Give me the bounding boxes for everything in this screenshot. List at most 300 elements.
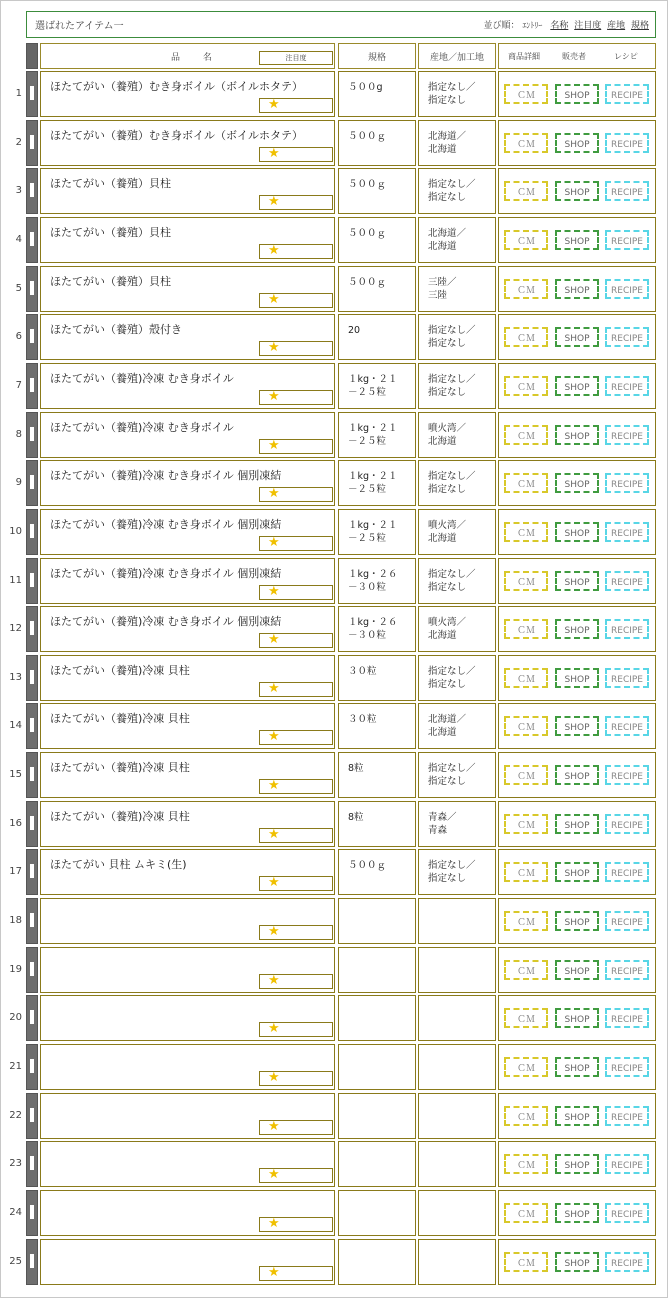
cm-button[interactable]: ＣＭ [504, 1106, 548, 1126]
item-name-cell [40, 558, 335, 604]
row-number: 10 [9, 526, 22, 537]
attention-rating[interactable] [259, 244, 333, 259]
item-spec-cell [338, 1044, 416, 1090]
item-actions-cell [498, 606, 656, 652]
item-name-cell [40, 995, 335, 1041]
row-marker[interactable] [26, 1044, 38, 1090]
item-actions-cell [498, 801, 656, 847]
item-actions-cell [498, 1190, 656, 1236]
row-number: 14 [9, 720, 22, 731]
row-number: 8 [15, 429, 22, 440]
recipe-button[interactable]: RECIPE [605, 425, 649, 445]
star-icon: ★ [268, 146, 280, 161]
item-name-cell [40, 947, 335, 993]
item-origin-cell [418, 703, 496, 749]
item-spec-cell [338, 606, 416, 652]
item-name[interactable]: ほたてがい 貝柱 ムキミ(生) [50, 858, 187, 871]
shop-button[interactable]: SHOP [555, 84, 599, 104]
star-icon: ★ [268, 438, 280, 453]
row-number: 20 [9, 1012, 22, 1023]
row-marker-icon [30, 864, 34, 878]
row-marker-icon [30, 524, 34, 538]
row-marker[interactable] [26, 266, 38, 312]
row-marker-icon [30, 329, 34, 343]
item-origin-cell [418, 801, 496, 847]
star-icon: ★ [268, 1119, 280, 1134]
shop-button[interactable]: SHOP [555, 1008, 599, 1028]
item-spec-cell [338, 412, 416, 458]
recipe-button[interactable]: RECIPE [605, 1106, 649, 1126]
shop-button[interactable]: SHOP [555, 181, 599, 201]
recipe-button[interactable]: RECIPE [605, 765, 649, 785]
item-actions-cell [498, 849, 656, 895]
item-spec: １kg・２１ －２５粒 [348, 374, 398, 398]
shop-button[interactable]: SHOP [555, 1057, 599, 1077]
attention-rating[interactable] [259, 1266, 333, 1281]
item-name[interactable]: ほたてがい（養殖)冷凍 むき身ボイル 個別凍結 [50, 469, 282, 482]
row-marker[interactable] [26, 412, 38, 458]
row-marker[interactable] [26, 703, 38, 749]
item-spec-cell [338, 120, 416, 166]
row-marker-icon [30, 718, 34, 732]
star-icon: ★ [268, 535, 280, 550]
item-origin-cell [418, 849, 496, 895]
row-number: 1 [15, 88, 22, 99]
item-name[interactable]: ほたてがい（養殖）貝柱 [50, 275, 171, 288]
star-icon: ★ [268, 243, 280, 258]
row-marker-icon [30, 1205, 34, 1219]
item-actions-cell [498, 752, 656, 798]
row-marker-icon [30, 670, 34, 684]
sort-by-name-link[interactable]: 名称 [550, 21, 569, 31]
column-header-attention[interactable]: 注目度 [259, 51, 333, 65]
row-marker[interactable] [26, 217, 38, 263]
attention-rating[interactable] [259, 779, 333, 794]
row-marker[interactable] [26, 898, 38, 944]
item-name[interactable]: ほたてがい（養殖）むき身ボイル（ボイルホタテ） [50, 80, 303, 93]
item-origin-cell [418, 217, 496, 263]
cm-button[interactable]: ＣＭ [504, 1057, 548, 1077]
attention-rating[interactable] [259, 1071, 333, 1086]
row-marker[interactable] [26, 314, 38, 360]
row-marker[interactable] [26, 460, 38, 506]
item-origin-cell [418, 71, 496, 117]
star-icon: ★ [268, 1216, 280, 1231]
star-icon: ★ [268, 389, 280, 404]
attention-rating[interactable] [259, 876, 333, 891]
shop-button[interactable]: SHOP [555, 862, 599, 882]
cm-button[interactable]: ＣＭ [504, 133, 548, 153]
column-header-name-label: 品 名 [171, 53, 222, 63]
cm-button[interactable]: ＣＭ [504, 765, 548, 785]
item-name[interactable]: ほたてがい（養殖)冷凍 貝柱 [50, 761, 190, 774]
item-origin: 北海道／ 北海道 [428, 714, 467, 738]
table-row [0, 947, 668, 991]
recipe-button[interactable]: RECIPE [605, 862, 649, 882]
item-origin-cell [418, 1141, 496, 1187]
item-origin: 青森／ 青森 [428, 812, 457, 836]
column-header-actions [498, 43, 656, 69]
item-spec: １kg・２１ －２５粒 [348, 423, 398, 447]
item-origin-cell [418, 898, 496, 944]
shop-button[interactable]: SHOP [555, 1154, 599, 1174]
item-origin: 指定なし／ 指定なし [428, 666, 476, 690]
item-spec: ５００ｇ [348, 131, 387, 142]
row-marker-icon [30, 427, 34, 441]
cm-button[interactable]: ＣＭ [504, 668, 548, 688]
cm-button[interactable]: ＣＭ [504, 716, 548, 736]
item-origin: 北海道／ 北海道 [428, 131, 467, 155]
attention-rating[interactable] [259, 682, 333, 697]
table-row [0, 1239, 668, 1283]
row-marker-icon [30, 1156, 34, 1170]
shop-button[interactable]: SHOP [555, 911, 599, 931]
attention-rating[interactable] [259, 1217, 333, 1232]
item-actions-cell [498, 412, 656, 458]
item-origin-cell [418, 314, 496, 360]
row-marker-icon [30, 573, 34, 587]
cm-button[interactable]: ＣＭ [504, 522, 548, 542]
item-actions-cell [498, 120, 656, 166]
cm-button[interactable]: ＣＭ [504, 1008, 548, 1028]
star-icon: ★ [268, 924, 280, 939]
row-number: 17 [9, 866, 22, 877]
row-marker[interactable] [26, 1093, 38, 1139]
item-spec-cell [338, 168, 416, 214]
recipe-button[interactable]: RECIPE [605, 814, 649, 834]
item-name[interactable]: ほたてがい（養殖)冷凍 貝柱 [50, 712, 190, 725]
item-spec-cell [338, 849, 416, 895]
row-marker-icon [30, 621, 34, 635]
attention-rating[interactable] [259, 585, 333, 600]
attention-rating[interactable] [259, 147, 333, 162]
row-marker[interactable] [26, 1190, 38, 1236]
shop-button[interactable]: SHOP [555, 571, 599, 591]
item-name-cell [40, 71, 335, 117]
row-number: 2 [15, 137, 22, 148]
item-actions-cell [498, 1044, 656, 1090]
item-name-cell [40, 1141, 335, 1187]
row-marker-icon [30, 378, 34, 392]
item-origin: 指定なし／ 指定なし [428, 325, 476, 349]
row-number: 19 [9, 964, 22, 975]
item-name[interactable]: ほたてがい（養殖）貝柱 [50, 177, 171, 190]
item-actions-cell [498, 509, 656, 555]
item-spec-cell [338, 266, 416, 312]
recipe-button[interactable]: RECIPE [605, 473, 649, 493]
row-marker[interactable] [26, 1141, 38, 1187]
table-row [0, 703, 668, 747]
star-icon: ★ [268, 292, 280, 307]
item-origin-cell [418, 1093, 496, 1139]
star-icon: ★ [268, 1070, 280, 1085]
item-spec-cell [338, 801, 416, 847]
row-marker-icon [30, 816, 34, 830]
attention-rating[interactable] [259, 1120, 333, 1135]
item-origin-cell [418, 266, 496, 312]
recipe-button[interactable]: RECIPE [605, 376, 649, 396]
item-actions-cell [498, 1141, 656, 1187]
item-origin-cell [418, 168, 496, 214]
item-spec-cell [338, 898, 416, 944]
shop-button[interactable]: SHOP [555, 425, 599, 445]
row-number: 9 [15, 477, 22, 488]
column-header-spec-label: 規格 [367, 53, 386, 63]
star-icon: ★ [268, 875, 280, 890]
recipe-button[interactable]: RECIPE [605, 1154, 649, 1174]
row-number: 22 [9, 1110, 22, 1121]
recipe-button[interactable]: RECIPE [605, 133, 649, 153]
shop-button[interactable]: SHOP [555, 960, 599, 980]
item-name[interactable]: ほたてがい（養殖)冷凍 むき身ボイル 個別凍結 [50, 567, 282, 580]
recipe-button[interactable]: RECIPE [605, 668, 649, 688]
star-icon: ★ [268, 778, 280, 793]
row-marker[interactable] [26, 558, 38, 604]
row-marker[interactable] [26, 71, 38, 117]
attention-rating[interactable] [259, 341, 333, 356]
star-icon: ★ [268, 340, 280, 355]
recipe-button[interactable]: RECIPE [605, 1057, 649, 1077]
row-number: 15 [9, 769, 22, 780]
item-spec: 20 [348, 325, 361, 336]
column-header-spec [338, 43, 416, 69]
item-actions-cell [498, 1239, 656, 1285]
row-marker[interactable] [26, 1239, 38, 1285]
table-row [0, 801, 668, 845]
cm-button[interactable]: ＣＭ [504, 425, 548, 445]
row-marker[interactable] [26, 363, 38, 409]
table-row [0, 266, 668, 310]
row-marker[interactable] [26, 606, 38, 652]
row-marker-icon [30, 1010, 34, 1024]
item-spec-cell [338, 752, 416, 798]
item-name[interactable]: ほたてがい（養殖）殻付き [50, 323, 182, 336]
shop-button[interactable]: SHOP [555, 814, 599, 834]
row-marker[interactable] [26, 801, 38, 847]
attention-rating[interactable] [259, 1022, 333, 1037]
item-spec: １kg・２６ －３０粒 [348, 569, 398, 593]
item-origin: 北海道／ 北海道 [428, 228, 467, 252]
cm-button[interactable]: ＣＭ [504, 862, 548, 882]
item-origin: 指定なし／ 指定なし [428, 860, 476, 884]
row-marker[interactable] [26, 995, 38, 1041]
shop-button[interactable]: SHOP [555, 619, 599, 639]
cm-button[interactable]: ＣＭ [504, 473, 548, 493]
row-marker[interactable] [26, 947, 38, 993]
sort-by-spec-link[interactable]: 規格 [630, 21, 649, 31]
row-marker-icon [30, 86, 34, 100]
attention-rating[interactable] [259, 390, 333, 405]
recipe-button[interactable]: RECIPE [605, 1203, 649, 1223]
star-icon: ★ [268, 1167, 280, 1182]
shop-button[interactable]: SHOP [555, 522, 599, 542]
item-name-cell [40, 801, 335, 847]
item-spec: ５００ｇ [348, 860, 387, 871]
item-name-cell [40, 1190, 335, 1236]
shop-button[interactable]: SHOP [555, 765, 599, 785]
row-number: 23 [9, 1158, 22, 1169]
item-name[interactable]: ほたてがい（養殖）貝柱 [50, 226, 171, 239]
item-actions-cell [498, 168, 656, 214]
recipe-button[interactable]: RECIPE [605, 619, 649, 639]
recipe-button[interactable]: RECIPE [605, 1252, 649, 1272]
item-name-cell [40, 1044, 335, 1090]
item-name[interactable]: ほたてがい（養殖)冷凍 むき身ボイル 個別凍結 [50, 518, 282, 531]
table-row [0, 849, 668, 893]
shop-button[interactable]: SHOP [555, 668, 599, 688]
recipe-button[interactable]: RECIPE [605, 1008, 649, 1028]
recipe-button[interactable]: RECIPE [605, 571, 649, 591]
sort-by-origin-link[interactable]: 産地 [607, 21, 626, 31]
row-marker[interactable] [26, 655, 38, 701]
item-origin-cell [418, 995, 496, 1041]
cm-button[interactable]: ＣＭ [504, 1203, 548, 1223]
attention-rating[interactable] [259, 633, 333, 648]
item-spec: ５００ｇ [348, 179, 387, 190]
column-header-detail: 商品詳細 [508, 52, 540, 61]
row-marker-icon [30, 767, 34, 781]
cm-button[interactable]: ＣＭ [504, 571, 548, 591]
shop-button[interactable]: SHOP [555, 133, 599, 153]
row-number: 21 [9, 1061, 22, 1072]
cm-button[interactable]: ＣＭ [504, 279, 548, 299]
row-marker[interactable] [26, 849, 38, 895]
item-name[interactable]: ほたてがい（養殖)冷凍 むき身ボイル [50, 421, 234, 434]
attention-rating[interactable] [259, 1168, 333, 1183]
item-spec-cell [338, 363, 416, 409]
table-row [0, 995, 668, 1039]
shop-button[interactable]: SHOP [555, 327, 599, 347]
item-origin-cell [418, 1190, 496, 1236]
shop-button[interactable]: SHOP [555, 279, 599, 299]
shop-button[interactable]: SHOP [555, 1203, 599, 1223]
star-icon: ★ [268, 194, 280, 209]
item-name-cell [40, 703, 335, 749]
item-spec: １kg・２６ －３０粒 [348, 617, 398, 641]
item-name[interactable]: ほたてがい（養殖)冷凍 貝柱 [50, 664, 190, 677]
attention-rating[interactable] [259, 974, 333, 989]
item-name[interactable]: ほたてがい（養殖)冷凍 貝柱 [50, 810, 190, 823]
item-origin: 噴火湾／ 北海道 [428, 423, 467, 447]
cm-button[interactable]: ＣＭ [504, 84, 548, 104]
star-icon: ★ [268, 1265, 280, 1280]
column-header-origin-label: 産地／加工地 [429, 53, 484, 63]
item-name-cell [40, 168, 335, 214]
item-origin: 噴火湾／ 北海道 [428, 617, 467, 641]
recipe-button[interactable]: RECIPE [605, 230, 649, 250]
table-row [0, 71, 668, 115]
cm-button[interactable]: ＣＭ [504, 619, 548, 639]
recipe-button[interactable]: RECIPE [605, 960, 649, 980]
item-spec-cell [338, 558, 416, 604]
table-row [0, 314, 668, 358]
recipe-button[interactable]: RECIPE [605, 327, 649, 347]
item-origin: 指定なし／ 指定なし [428, 569, 476, 593]
table-row [0, 752, 668, 796]
item-name-cell [40, 898, 335, 944]
row-number: 13 [9, 672, 22, 683]
shop-button[interactable]: SHOP [555, 376, 599, 396]
row-marker[interactable] [26, 168, 38, 214]
recipe-button[interactable]: RECIPE [605, 911, 649, 931]
table-row [0, 898, 668, 942]
item-actions-cell [498, 217, 656, 263]
item-name[interactable]: ほたてがい（養殖）むき身ボイル（ボイルホタテ） [50, 129, 303, 142]
item-origin-cell [418, 412, 496, 458]
recipe-button[interactable]: RECIPE [605, 522, 649, 542]
cm-button[interactable]: ＣＭ [504, 1154, 548, 1174]
item-actions-cell [498, 266, 656, 312]
cm-button[interactable]: ＣＭ [504, 1252, 548, 1272]
star-icon: ★ [268, 973, 280, 988]
item-actions-cell [498, 460, 656, 506]
item-spec-cell [338, 71, 416, 117]
star-icon: ★ [268, 97, 280, 112]
row-marker[interactable] [26, 120, 38, 166]
item-spec: ５００g [348, 82, 383, 93]
attention-rating[interactable] [259, 293, 333, 308]
row-number: 6 [15, 331, 22, 342]
cm-button[interactable]: ＣＭ [504, 376, 548, 396]
cm-button[interactable]: ＣＭ [504, 327, 548, 347]
item-actions-cell [498, 71, 656, 117]
item-name[interactable]: ほたてがい（養殖)冷凍 むき身ボイル [50, 372, 234, 385]
item-origin-cell [418, 558, 496, 604]
shop-button[interactable]: SHOP [555, 1106, 599, 1126]
recipe-button[interactable]: RECIPE [605, 181, 649, 201]
row-number: 16 [9, 818, 22, 829]
attention-rating[interactable] [259, 98, 333, 113]
item-spec-cell [338, 1239, 416, 1285]
shop-button[interactable]: SHOP [555, 230, 599, 250]
shop-button[interactable]: SHOP [555, 716, 599, 736]
item-spec-cell [338, 947, 416, 993]
shop-button[interactable]: SHOP [555, 473, 599, 493]
recipe-button[interactable]: RECIPE [605, 716, 649, 736]
cm-button[interactable]: ＣＭ [504, 230, 548, 250]
column-header-name [40, 43, 335, 69]
item-name-cell [40, 314, 335, 360]
attention-rating[interactable] [259, 925, 333, 940]
row-number: 12 [9, 623, 22, 634]
sort-entry-label: ｴﾝﾄﾘｰ [522, 21, 543, 30]
item-spec-cell [338, 460, 416, 506]
item-name[interactable]: ほたてがい（養殖)冷凍 むき身ボイル 個別凍結 [50, 615, 282, 628]
cm-button[interactable]: ＣＭ [504, 960, 548, 980]
row-marker[interactable] [26, 752, 38, 798]
row-number: 4 [15, 234, 22, 245]
attention-rating[interactable] [259, 439, 333, 454]
attention-rating[interactable] [259, 487, 333, 502]
attention-rating[interactable] [259, 195, 333, 210]
item-origin: 三陸／ 三陸 [428, 277, 457, 301]
cm-button[interactable]: ＣＭ [504, 814, 548, 834]
recipe-button[interactable]: RECIPE [605, 84, 649, 104]
star-icon: ★ [268, 486, 280, 501]
attention-rating[interactable] [259, 536, 333, 551]
row-marker-icon [30, 1108, 34, 1122]
item-spec-cell [338, 314, 416, 360]
row-marker[interactable] [26, 509, 38, 555]
recipe-button[interactable]: RECIPE [605, 279, 649, 299]
attention-rating[interactable] [259, 730, 333, 745]
cm-button[interactable]: ＣＭ [504, 911, 548, 931]
item-name-cell [40, 266, 335, 312]
attention-rating[interactable] [259, 828, 333, 843]
shop-button[interactable]: SHOP [555, 1252, 599, 1272]
sort-by-attention-link[interactable]: 注目度 [574, 21, 602, 31]
cm-button[interactable]: ＣＭ [504, 181, 548, 201]
